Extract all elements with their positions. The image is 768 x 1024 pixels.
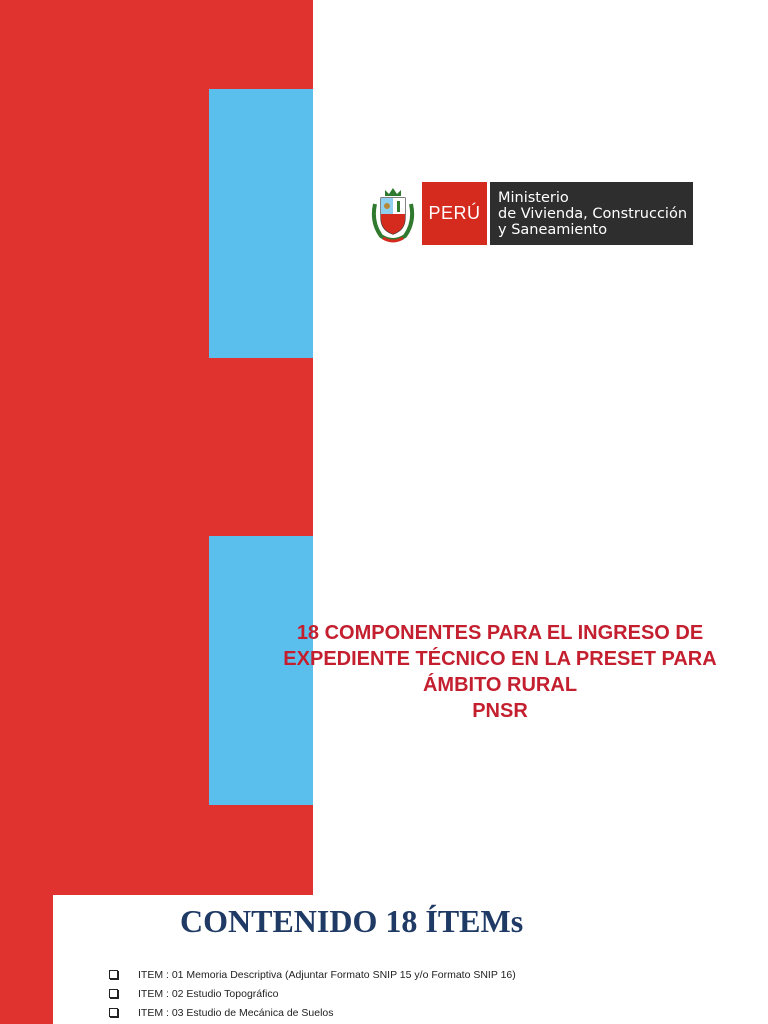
ministry-line: Ministerio	[498, 190, 569, 206]
content-heading: CONTENIDO 18 ÍTEMs	[180, 903, 524, 939]
title-line: ÁMBITO RURAL	[422, 674, 578, 696]
title-line: EXPEDIENTE TÉCNICO EN LA PRESET PARA	[283, 648, 717, 670]
list-item	[109, 1003, 516, 1022]
title-line: 18 COMPONENTES PARA EL INGRESO DE	[296, 622, 704, 644]
item-list	[109, 965, 516, 1022]
document-title	[265, 620, 735, 724]
checkbox-bullet-icon	[109, 1008, 118, 1017]
list-item-label: ITEM : 02 Estudio Topográfico	[138, 987, 279, 1000]
ministry-line: y Saneamiento	[498, 222, 608, 238]
ministry-line: de Vivienda, Construcción	[498, 206, 688, 222]
peru-label: PERÚ	[422, 182, 487, 245]
list-item-label: ITEM : 03 Estudio de Mecánica de Suelos	[138, 1006, 334, 1019]
list-item-label: ITEM : 01 Memoria Descriptiva (Adjuntar Formato SNIP 15 y/o Formato SNIP 16)	[138, 968, 516, 981]
coat-of-arms-icon	[367, 182, 419, 245]
checkbox-bullet-icon	[109, 970, 118, 979]
ministry-name	[487, 182, 693, 245]
list-item	[109, 965, 516, 984]
blue-accent-top	[209, 89, 313, 358]
content-panel	[53, 895, 768, 1024]
list-item	[109, 984, 516, 1003]
title-line: PNSR	[472, 700, 528, 722]
checkbox-bullet-icon	[109, 989, 118, 998]
ministry-logo	[367, 182, 693, 245]
